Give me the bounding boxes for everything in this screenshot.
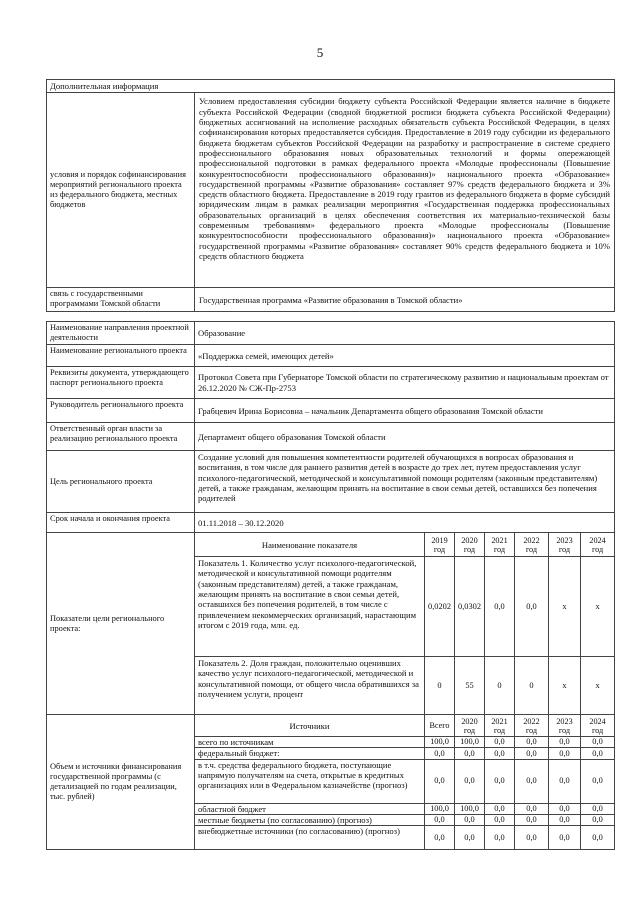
finance-value: 0,0 xyxy=(515,737,549,748)
table-row xyxy=(47,80,615,93)
source-name: внебюджетные источники (по согласованию) (прогноз) xyxy=(195,826,425,850)
indicator-name: Показатель 1. Количество услуг психолого-педагогической, методической и консультативной помощи родителям (законным представителям) детей, а также гражданам, желающим принять на воспитание в свои семьи детей, оставшихся без попечения родителей, в том числе с привлечением некоммерческих организаций, нарастающим итогом с 2019 года, млн. ед. xyxy=(195,557,425,657)
responsible-body-label: Ответственный орган власти за реализацию регионального проекта xyxy=(47,423,195,451)
goal-value: Создание условий для повышения компетентности родителей обучающихся в вопросах образования и воспитания, в том числе для раннего развития детей в возрасте до трех лет, путем предоставления услуг психолого-педагогической, методической и консультативной помощи родителям (законным представителям) детей, а также гражданам, желающим принять на воспитание в свои семьи детей, оставшихся без попечения родителей xyxy=(195,451,615,513)
finance-value: 0,0 xyxy=(549,803,581,814)
indicator-value: 0,0302 xyxy=(455,557,485,657)
indicator-value: 55 xyxy=(455,657,485,715)
direction-value: Образование xyxy=(195,322,615,345)
source-name: областной бюджет xyxy=(195,803,425,814)
finance-value: 0,0 xyxy=(549,737,581,748)
finance-value: 0,0 xyxy=(515,759,549,803)
indicator-value: х xyxy=(549,557,581,657)
finance-value: 0,0 xyxy=(549,826,581,850)
source-name: федеральный бюджет: xyxy=(195,748,425,759)
head-label: Руководитель регионального проекта xyxy=(47,399,195,423)
indicator-value: х xyxy=(549,657,581,715)
conditions-label: условия и порядок софинансирования мероприятий регионального проекта из федерального бюджета, местных бюджетов xyxy=(47,93,195,288)
goal-label: Цель регионального проекта xyxy=(47,451,195,513)
finance-value: 0,0 xyxy=(425,826,455,850)
year-header: 2023 год xyxy=(549,715,581,737)
programs-link-label: связь с государственными программами Томской области xyxy=(47,288,195,312)
table-row xyxy=(47,423,615,451)
finance-value: 0,0 xyxy=(581,803,615,814)
table-row xyxy=(47,513,615,533)
finance-value: 0,0 xyxy=(425,748,455,759)
finance-value: 100,0 xyxy=(425,737,455,748)
year-header: 2020 год xyxy=(455,533,485,557)
source-name: в т.ч. средства федерального бюджета, поступающие напрямую получателям на счета, открытые в кредитных организациях или в Федеральном казначействе (прогноз) xyxy=(195,759,425,803)
finance-value: 0,0 xyxy=(455,759,485,803)
finance-value: 0,0 xyxy=(549,748,581,759)
source-name: всего по источникам xyxy=(195,737,425,748)
source-name: местные бюджеты (по согласованию) (прогноз) xyxy=(195,815,425,826)
financing-label: Объем и источники финансирования государственной программы (с детализацией по годам реализации, тыс. рублей) xyxy=(47,715,195,850)
indicators-label: Показатели цели регионального проекта: xyxy=(47,533,195,715)
finance-value: 0,0 xyxy=(485,803,515,814)
responsible-body-value: Департамент общего образования Томской области xyxy=(195,423,615,451)
finance-value: 0,0 xyxy=(485,748,515,759)
table-row xyxy=(47,715,615,737)
finance-value: 0,0 xyxy=(515,826,549,850)
year-header: 2024 год xyxy=(581,533,615,557)
page-number: 5 xyxy=(316,45,324,60)
finance-value: 100,0 xyxy=(455,737,485,748)
indicator-name-header: Наименование показателя xyxy=(195,533,425,557)
finance-value: 0,0 xyxy=(485,759,515,803)
indicator-name: Показатель 2. Доля граждан, положительно оценивших качество услуг психолого-педагогической, методической и консультативной помощи, от общего числа обратившихся за получением услуги, процент xyxy=(195,657,425,715)
term-label: Срок начала и окончания проекта xyxy=(47,513,195,533)
table-row xyxy=(47,345,615,367)
finance-value: 0,0 xyxy=(515,748,549,759)
table-row xyxy=(47,93,615,288)
finance-value: 0,0 xyxy=(485,815,515,826)
table-row xyxy=(47,399,615,423)
finance-value: 100,0 xyxy=(425,803,455,814)
finance-value: 0,0 xyxy=(581,748,615,759)
indicator-value: х xyxy=(581,557,615,657)
conditions-text: Условием предоставления субсидии бюджету субъекта Российской Федерации является наличие в бюджете субъекта Российской Федерации (сводной бюджетной росписи бюджета субъекта Российской Федерации) бюджетных ассигнований на исполнение расходных обязательств субъекта Российской Федерации, в целях софинансирования которых предоставляется субсидия. Предоставление в 2019 году субсидии из федерального бюджета бюджетам субъектов Российской Федерации на разработку и распространение в системе среднего профессионального образования новых образовательных технологий и формы опережающей профессиональной подготовки в рамках федерального проекта «Молодые профессионалы (Повышение конкурентоспособности профессионального образования)» национального проекта «Образование» государственной программы «Развитие образования» составляет 97% средств федерального бюджета и 3% средств областного бюджета. Предоставление в 2019 году грантов из федерального бюджета в форме субсидий юридическим лицам в рамках реализации мероприятия «Государственная поддержка профессиональных образовательных организаций в целях обеспечения соответствия их материально-технической базы современным требованиям» федерального проекта «Молодые профессионалы (Повышение конкурентоспособности профессионального образования)» национального проекта «Образование» государственной программы «Развитие образования» составляет 90% средств федерального бюджета и 10% средств областного бюджета xyxy=(195,93,615,288)
indicator-value: 0,0 xyxy=(485,557,515,657)
table-row xyxy=(47,322,615,345)
finance-value: 0,0 xyxy=(425,815,455,826)
indicator-value: 0 xyxy=(425,657,455,715)
sources-header: Источники xyxy=(195,715,425,737)
table-row xyxy=(47,451,615,513)
finance-value: 0,0 xyxy=(515,803,549,814)
year-header: 2021 год xyxy=(485,533,515,557)
indicator-value: 0,0 xyxy=(515,557,549,657)
finance-value: 0,0 xyxy=(581,815,615,826)
section-header: Дополнительная информация xyxy=(47,80,615,93)
year-header: 2023 год xyxy=(549,533,581,557)
year-header: 2021 год xyxy=(485,715,515,737)
term-value: 01.11.2018 – 30.12.2020 xyxy=(195,513,615,533)
finance-value: 0,0 xyxy=(549,759,581,803)
indicator-value: 0 xyxy=(515,657,549,715)
indicator-value: 0,0202 xyxy=(425,557,455,657)
finance-value: 0,0 xyxy=(581,826,615,850)
indicator-value: х xyxy=(581,657,615,715)
finance-value: 0,0 xyxy=(455,815,485,826)
table-row xyxy=(47,533,615,557)
head-value: Грабцевич Ирина Борисовна – начальник Департамента общего образования Томской области xyxy=(195,399,615,423)
year-header: 2022 год xyxy=(515,533,549,557)
finance-value: 100,0 xyxy=(455,803,485,814)
programs-link-text: Государственная программа «Развитие образования в Томской области» xyxy=(195,288,615,312)
direction-label: Наименование направления проектной деятельности xyxy=(47,322,195,345)
project-passport-table xyxy=(46,321,615,850)
document-label: Реквизиты документа, утверждающего паспорт регионального проекта xyxy=(47,367,195,399)
finance-value: 0,0 xyxy=(455,826,485,850)
finance-value: 0,0 xyxy=(515,815,549,826)
table-row xyxy=(47,288,615,312)
document-value: Протокол Совета при Губернаторе Томской области по стратегическому развитию и национальным проектам от 26.12.2020 № СЖ-Пр-2753 xyxy=(195,367,615,399)
year-header: 2024 год xyxy=(581,715,615,737)
finance-value: 0,0 xyxy=(425,759,455,803)
indicator-value: 0 xyxy=(485,657,515,715)
year-header: 2020 год xyxy=(455,715,485,737)
finance-value: 0,0 xyxy=(485,826,515,850)
project-name-label: Наименование регионального проекта xyxy=(47,345,195,367)
year-header: 2019 год xyxy=(425,533,455,557)
finance-value: 0,0 xyxy=(581,737,615,748)
finance-value: 0,0 xyxy=(549,815,581,826)
year-header: 2022 год xyxy=(515,715,549,737)
finance-value: 0,0 xyxy=(581,759,615,803)
project-name-value: «Поддержка семей, имеющих детей» xyxy=(195,345,615,367)
table-row xyxy=(47,367,615,399)
total-header: Всего xyxy=(425,715,455,737)
additional-info-table xyxy=(46,79,615,312)
finance-value: 0,0 xyxy=(485,737,515,748)
finance-value: 0,0 xyxy=(455,748,485,759)
